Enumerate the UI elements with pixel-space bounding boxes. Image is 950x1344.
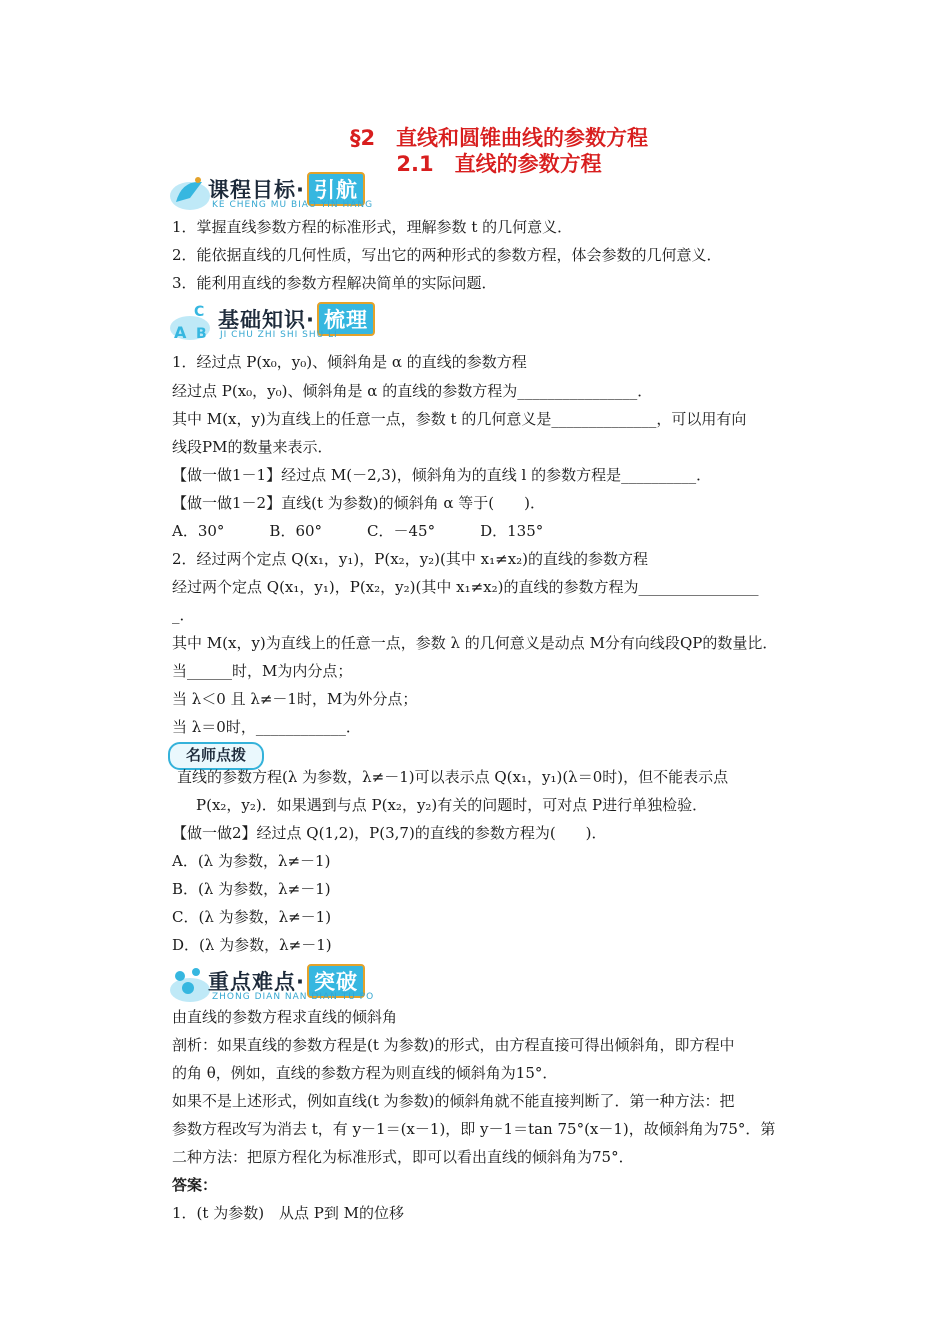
banner-goals-pinyin: KE CHENG MU BIAO YIN HANG <box>212 200 374 210</box>
text-line: 经过两个定点 Q(x₁，y₁)，P(x₂，y₂)(其中 x₁≠x₂)的直线的参数方程为________________ <box>172 578 759 596</box>
section-banner-basics <box>168 300 408 350</box>
text-line: 剖析：如果直线的参数方程是(t 为参数)的形式，由方程直接可得出倾斜角，即方程中 <box>172 1036 735 1054</box>
banner-basics-pill: 梳理 <box>317 302 375 336</box>
banner-basics-title: 基础知识 <box>218 308 306 332</box>
text-line: 如果不是上述形式，例如直线(t 为参数)的倾斜角就不能直接判断了．第一种方法：把 <box>172 1092 735 1110</box>
page-title: §2 直线和圆锥曲线的参数方程 <box>349 126 649 150</box>
text-line: 当 λ＝0时，____________． <box>172 718 361 736</box>
text-line: 的角 θ，例如，直线的参数方程为则直线的倾斜角为15°． <box>172 1064 558 1082</box>
text-line: 线段PM的数量来表示． <box>172 438 333 456</box>
exercise-line: 【做一做1－2】直线(t 为参数)的倾斜角 α 等于( )． <box>172 494 545 512</box>
text-line: 当______时，M为内分点； <box>172 662 353 680</box>
banner-key-title: 重点难点 <box>208 970 296 994</box>
text-line: 经过点 P(x₀，y₀)、倾斜角是 α 的直线的参数方程为________________． <box>172 382 653 400</box>
banner-dot: · <box>296 970 305 994</box>
abc-letters-icon <box>168 302 214 342</box>
page-subtitle: 2.1 直线的参数方程 <box>396 152 602 176</box>
text-line: 由直线的参数方程求直线的倾斜角 <box>172 1008 398 1026</box>
option-c: C．(λ 为参数，λ≠－1) <box>172 908 332 926</box>
tip-text-line: P(x₂，y₂)．如果遇到与点 P(x₂，y₂)有关的问题时，可对点 P进行单独检验． <box>196 796 708 814</box>
banner-goals-title: 课程目标 <box>208 178 296 202</box>
option-d: D．(λ 为参数，λ≠－1) <box>172 936 332 954</box>
goal-line-1: 1．掌握直线参数方程的标准形式，理解参数 t 的几何意义． <box>172 218 573 236</box>
option-b: B．(λ 为参数，λ≠－1) <box>172 880 331 898</box>
option-a: A．(λ 为参数，λ≠－1) <box>172 852 331 870</box>
answer-line: 1．(t 为参数) 从点 P到 M的位移 <box>172 1204 405 1222</box>
banner-dot: · <box>306 308 315 332</box>
tip-text-line: 直线的参数方程(λ 为参数，λ≠－1)可以表示点 Q(x₁，y₁)(λ＝0时)，但不能表示点 <box>177 768 729 786</box>
banner-key-pill: 突破 <box>307 964 365 998</box>
text-line: 当 λ＜0 且 λ≠－1时，M为外分点； <box>172 690 418 708</box>
section-banner-key <box>168 962 408 1012</box>
svg-text:A: A <box>174 323 187 342</box>
text-line: 参数方程改写为消去 t，有 y－1＝(x－1)，即 y－1＝tan 75°(x－1)，故倾斜角为75°．第 <box>172 1120 776 1138</box>
goal-line-2: 2．能依据直线的几何性质，写出它的两种形式的参数方程，体会参数的几何意义． <box>172 246 722 264</box>
text-line: 1．经过点 P(x₀，y₀)、倾斜角是 α 的直线的参数方程 <box>172 353 527 371</box>
options-line: A．30° B．60° C．－45° D．135° <box>172 522 544 540</box>
answers-heading: 答案： <box>172 1176 218 1194</box>
teacher-tip-label: 名师点拨 <box>168 742 264 770</box>
text-line: 其中 M(x，y)为直线上的任意一点，参数 t 的几何意义是______________，可以用有向 <box>172 410 747 428</box>
banner-basics-pinyin: JI CHU ZHI SHI SHU LI <box>220 330 338 340</box>
text-line: 2．经过两个定点 Q(x₁，y₁)，P(x₂，y₂)(其中 x₁≠x₂)的直线的参数方程 <box>172 550 649 568</box>
exercise-line: 【做一做2】经过点 Q(1,2)，P(3,7)的直线的参数方程为( )． <box>172 824 607 842</box>
section-banner-goals <box>168 170 408 220</box>
banner-dot: · <box>296 178 305 202</box>
text-line: 二种方法：把原方程化为标准形式，即可以看出直线的倾斜角为75°． <box>172 1148 634 1166</box>
banner-key-pinyin: ZHONG DIAN NAN DIAN TU PO <box>212 992 375 1002</box>
svg-text:B: B <box>196 326 207 342</box>
text-line: 其中 M(x，y)为直线上的任意一点，参数 λ 的几何意义是动点 M分有向线段QP的数量比． <box>172 634 778 652</box>
banner-goals-pill: 引航 <box>307 172 365 206</box>
text-line: _． <box>172 606 195 624</box>
goal-line-3: 3．能利用直线的参数方程解决简单的实际问题． <box>172 274 497 292</box>
exercise-line: 【做一做1－1】经过点 M(－2,3)，倾斜角为的直线 l 的参数方程是__________． <box>172 466 712 484</box>
svg-text:C: C <box>194 304 205 320</box>
